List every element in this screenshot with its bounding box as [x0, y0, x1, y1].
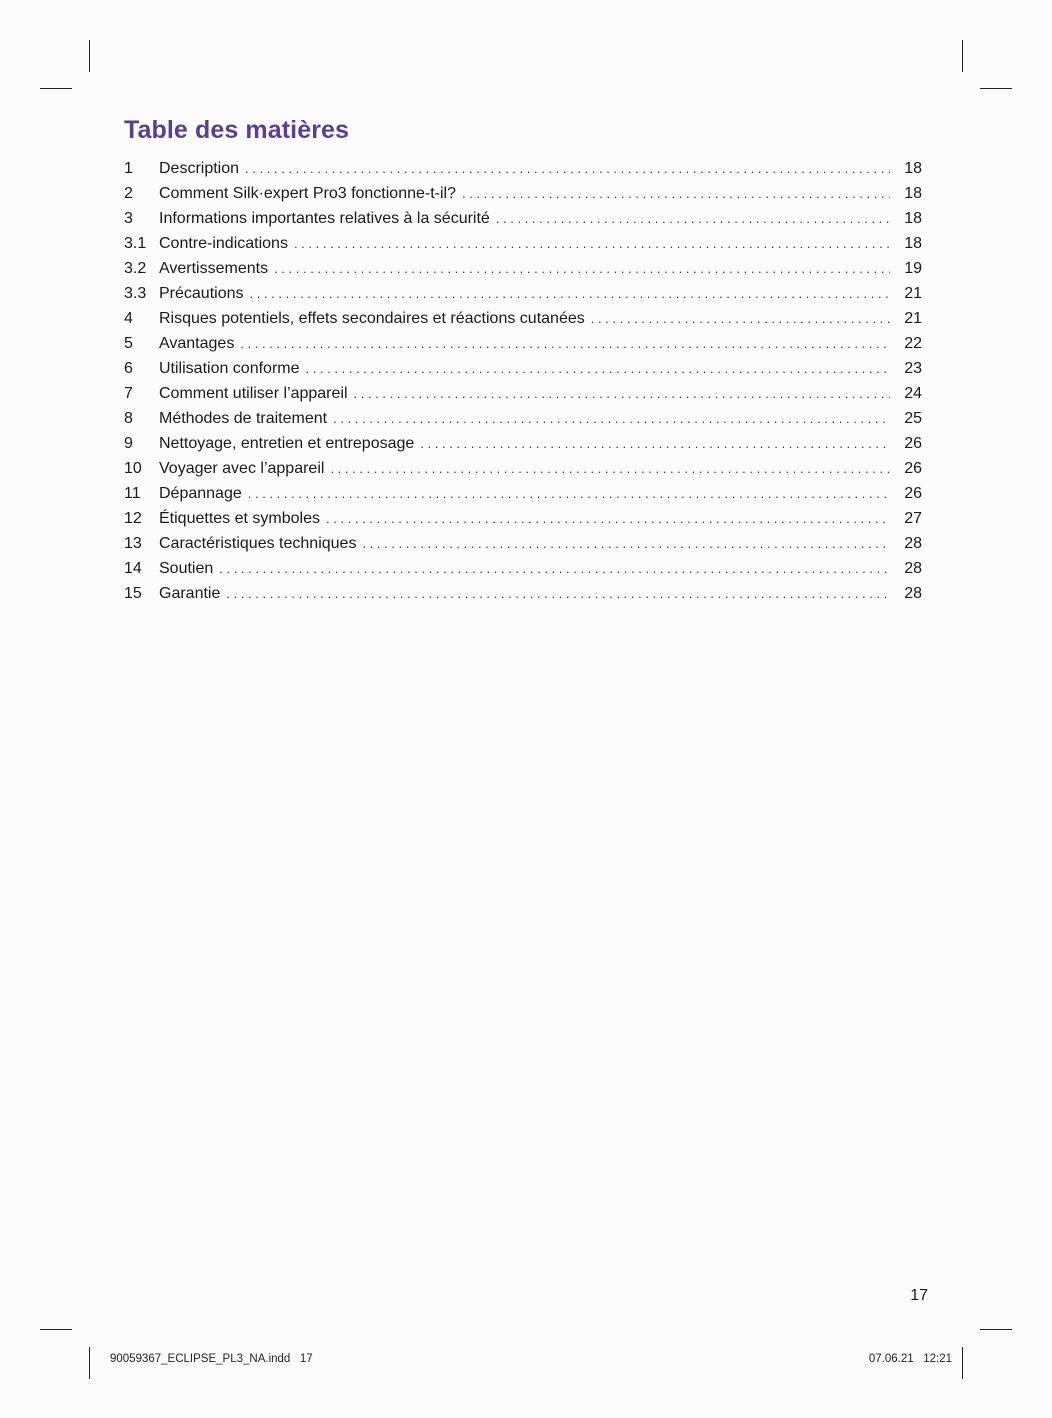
toc-title: Table des matières	[124, 116, 350, 144]
toc-entry[interactable]	[124, 581, 922, 606]
toc-entry-label: Caractéristiques techniques	[159, 535, 357, 552]
toc-dot-leader	[496, 206, 890, 231]
toc-entry-number: 6	[124, 360, 133, 377]
toc-entry-page: 26	[904, 460, 922, 477]
toc-entry-label: Description	[159, 160, 240, 177]
toc-entry-page: 22	[904, 335, 922, 352]
crop-mark-bottom-right-horizontal	[980, 1329, 1012, 1330]
toc-dot-leader	[248, 481, 890, 506]
toc-entry-number: 2	[124, 185, 133, 202]
toc-entry-number: 3.3	[124, 285, 147, 302]
toc-dot-leader	[354, 381, 890, 406]
toc-entry[interactable]	[124, 181, 922, 206]
toc-entry-label: Nettoyage, entretien et entreposage	[159, 435, 415, 452]
toc-dot-leader	[226, 581, 890, 606]
toc-entry-label: Avantages	[159, 335, 235, 352]
crop-mark-top-right-vertical	[962, 40, 963, 72]
toc-entry-label: Étiquettes et symboles	[159, 510, 320, 527]
toc-entry-page: 24	[904, 385, 922, 402]
toc-dot-leader	[306, 356, 891, 381]
toc-entry-page: 23	[904, 360, 922, 377]
toc-entry-label: Comment utiliser l’appareil	[159, 385, 348, 402]
crop-mark-top-right-horizontal	[980, 88, 1012, 89]
toc-dot-leader	[333, 406, 890, 431]
toc-dot-leader	[245, 156, 890, 181]
toc-entry-page: 28	[904, 535, 922, 552]
toc-entry[interactable]	[124, 531, 922, 556]
toc-list	[124, 156, 922, 606]
crop-mark-top-left-vertical	[89, 40, 90, 72]
toc-entry[interactable]	[124, 206, 922, 231]
toc-entry-number: 8	[124, 410, 133, 427]
toc-entry[interactable]	[124, 556, 922, 581]
page-number: 17	[910, 1287, 928, 1304]
crop-mark-bottom-left-vertical	[89, 1347, 90, 1379]
toc-entry-label: Garantie	[159, 585, 221, 602]
toc-dot-leader	[330, 456, 890, 481]
toc-entry[interactable]	[124, 231, 922, 256]
toc-entry[interactable]	[124, 456, 922, 481]
toc-entry-page: 18	[904, 235, 922, 252]
crop-mark-top-left-horizontal	[40, 88, 72, 89]
toc-entry-page: 26	[904, 485, 922, 502]
toc-entry-page: 18	[904, 210, 922, 227]
toc-entry-page: 21	[904, 310, 922, 327]
toc-entry[interactable]	[124, 306, 922, 331]
toc-dot-leader	[294, 231, 890, 256]
toc-entry-number: 9	[124, 435, 133, 452]
toc-dot-leader	[326, 506, 890, 531]
toc-entry-label: Soutien	[159, 560, 214, 577]
toc-entry[interactable]	[124, 431, 922, 456]
toc-entry-number: 3	[124, 210, 133, 227]
toc-entry-label: Voyager avec l’appareil	[159, 460, 325, 477]
toc-entry[interactable]	[124, 156, 922, 181]
toc-dot-leader	[250, 281, 891, 306]
toc-entry-label: Méthodes de traitement	[159, 410, 328, 427]
toc-dot-leader	[591, 306, 890, 331]
toc-entry-page: 25	[904, 410, 922, 427]
toc-entry-number: 10	[124, 460, 142, 477]
slug-file-info: 90059367_ECLIPSE_PL3_NA.indd 17	[110, 1353, 313, 1365]
toc-entry-page: 27	[904, 510, 922, 527]
toc-entry-number: 7	[124, 385, 133, 402]
toc-entry-number: 3.2	[124, 260, 147, 277]
toc-entry-label: Risques potentiels, effets secondaires et réactions cutanées	[159, 310, 585, 327]
toc-dot-leader	[362, 531, 890, 556]
toc-entry[interactable]	[124, 381, 922, 406]
toc-entry-page: 28	[904, 560, 922, 577]
toc-entry-number: 1	[124, 160, 133, 177]
crop-mark-bottom-right-vertical	[962, 1347, 963, 1379]
toc-entry-page: 19	[904, 260, 922, 277]
toc-entry-label: Utilisation conforme	[159, 360, 300, 377]
toc-entry-page: 18	[904, 160, 922, 177]
toc-entry-number: 13	[124, 535, 142, 552]
toc-entry-number: 15	[124, 585, 142, 602]
toc-entry-label: Comment Silk·expert Pro3 fonctionne-t-il?	[159, 185, 457, 202]
toc-entry-label: Avertissements	[159, 260, 269, 277]
toc-entry-number: 14	[124, 560, 142, 577]
toc-entry-number: 3.1	[124, 235, 147, 252]
toc-entry-label: Contre-indications	[159, 235, 288, 252]
toc-dot-leader	[274, 256, 890, 281]
toc-entry[interactable]	[124, 406, 922, 431]
toc-entry-page: 21	[904, 285, 922, 302]
toc-entry[interactable]	[124, 481, 922, 506]
toc-entry-label: Dépannage	[159, 485, 242, 502]
toc-entry[interactable]	[124, 331, 922, 356]
toc-dot-leader	[219, 556, 890, 581]
toc-entry[interactable]	[124, 356, 922, 381]
toc-entry[interactable]	[124, 256, 922, 281]
toc-dot-leader	[420, 431, 890, 456]
toc-entry-label: Informations importantes relatives à la sécurité	[159, 210, 490, 227]
toc-entry-page: 28	[904, 585, 922, 602]
toc-entry-page: 18	[904, 185, 922, 202]
toc-entry-label: Précautions	[159, 285, 244, 302]
toc-entry-number: 4	[124, 310, 133, 327]
toc-dot-leader	[462, 181, 890, 206]
toc-entry-number: 11	[124, 485, 141, 502]
toc-entry-page: 26	[904, 435, 922, 452]
toc-entry[interactable]	[124, 506, 922, 531]
toc-entry-number: 12	[124, 510, 142, 527]
toc-entry[interactable]	[124, 281, 922, 306]
toc-dot-leader	[240, 331, 890, 356]
slug-timestamp: 07.06.21 12:21	[868, 1353, 952, 1365]
crop-mark-bottom-left-horizontal	[40, 1329, 72, 1330]
toc-entry-number: 5	[124, 335, 133, 352]
